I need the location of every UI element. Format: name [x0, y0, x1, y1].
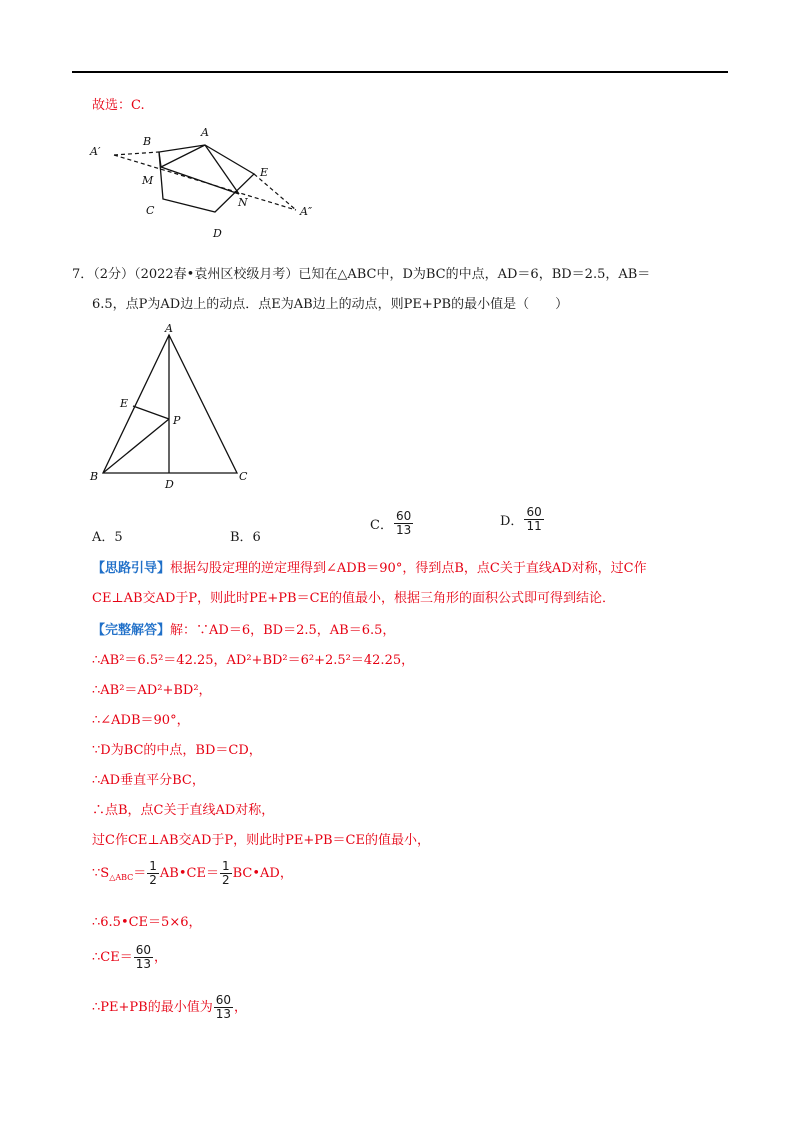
- area-expr-mid: AB•CE＝: [159, 866, 219, 881]
- hint-text-2: CE⊥AB交AD于P，则此时PE+PB＝CE的值最小，根据三角形的面积公式即可得到结论．: [92, 591, 616, 606]
- hint-text-1: 根据勾股定理的逆定理得到∠ADB＝90°，得到点B，点C关于直线AD对称，过C作: [170, 561, 647, 576]
- ce-denominator: 13: [135, 957, 151, 971]
- option-d-fraction: [524, 506, 543, 533]
- ce-prefix: ∴CE＝: [92, 950, 133, 965]
- half-numerator-1: 1: [149, 859, 157, 873]
- ce-end: ，: [154, 950, 168, 965]
- option-d-denominator: 11: [526, 519, 542, 533]
- question-text-2: 6.5，点P为AD边上的动点．点E为AB边上的动点，则PE+PB的最小值是（ ）: [92, 297, 569, 312]
- half-numerator-2: 1: [221, 859, 230, 873]
- min-denominator: 13: [215, 1007, 231, 1021]
- dashed-e-adprime: [254, 174, 296, 210]
- solution-step-3: ∴AB²＝AD²+BD²，: [92, 683, 212, 698]
- option-d-prefix: D．: [500, 514, 524, 529]
- min-numerator: 60: [215, 993, 231, 1007]
- option-c-prefix: C．: [370, 518, 393, 533]
- solution-step-6: ∴AD垂直平分BC，: [92, 773, 205, 788]
- segment-mn: [161, 167, 239, 194]
- option-c-numerator: 60: [395, 509, 412, 523]
- header-rule: [72, 71, 728, 73]
- min-end: ，: [233, 1000, 247, 1015]
- figure-triangle-abc: [86, 322, 256, 492]
- ce-numerator: 60: [135, 943, 151, 957]
- solution-step-5: ∵D为BC的中点，BD＝CD，: [92, 743, 262, 758]
- solution-step-11: [92, 944, 167, 971]
- half-denominator-2: 2: [221, 873, 230, 887]
- ce-fraction: [134, 944, 153, 971]
- segment-bp: [103, 419, 169, 473]
- question-number: 7．: [72, 267, 94, 282]
- option-c: [370, 510, 414, 537]
- question-source: （2022春•袁州区校级月考）: [134, 267, 299, 282]
- option-d-numerator: 60: [526, 505, 542, 519]
- solution-step-2: ∴AB²＝6.5²＝42.25，AD²+BD²＝6²+2.5²＝42.25，: [92, 653, 415, 668]
- question-text-1: 已知在△ABC中，D为BC的中点，AD＝6，BD＝2.5，AB＝: [298, 267, 651, 282]
- option-c-denominator: 13: [395, 523, 412, 537]
- question-score: （2分）: [93, 267, 135, 282]
- equals-sign: ＝: [133, 866, 147, 881]
- min-prefix: ∴PE+PB的最小值为: [92, 1000, 213, 1015]
- previous-answer: 故选：C.: [92, 98, 145, 113]
- option-a: A．5: [92, 530, 123, 545]
- fig2-label-c: C: [239, 470, 248, 483]
- solution-step-8: 过C作CE⊥AB交AD于P，则此时PE+PB＝CE的值最小，: [92, 833, 430, 848]
- label-b: B: [143, 135, 152, 148]
- solution-line-1: [92, 622, 395, 640]
- half-fraction-1: [147, 860, 159, 887]
- solution-step-12: [92, 994, 247, 1021]
- fig2-label-a: A: [165, 322, 173, 335]
- question-line-1: [72, 266, 650, 284]
- fig2-label-p: P: [173, 414, 181, 427]
- label-d: D: [213, 227, 222, 240]
- half-denominator-1: 2: [149, 873, 157, 887]
- segment-an: [205, 145, 239, 194]
- figure-pentagon-reflection: [88, 124, 328, 244]
- option-d: [500, 506, 545, 533]
- fig2-label-e: E: [120, 397, 129, 410]
- option-c-fraction: [394, 510, 413, 537]
- label-n: N: [238, 196, 248, 209]
- label-a-prime: A′: [90, 145, 101, 158]
- solution-step-9: [92, 860, 293, 887]
- solution-step-1: 解：∵AD＝6，BD＝2.5，AB＝6.5，: [170, 623, 396, 638]
- area-symbol: ∵S: [92, 866, 110, 881]
- dashed-aprime-b: [114, 152, 159, 155]
- label-a-double-prime: A″: [300, 205, 313, 218]
- solution-step-4: ∴∠ADB＝90°，: [92, 713, 190, 728]
- fig2-label-b: B: [90, 470, 99, 483]
- segment-ep: [133, 406, 169, 419]
- fig2-label-d: D: [165, 478, 174, 491]
- half-fraction-2: [220, 860, 232, 887]
- min-fraction: [214, 994, 233, 1021]
- hint-line-1: [92, 560, 647, 578]
- solution-step-7: ∴点B，点C关于直线AD对称，: [92, 803, 275, 818]
- hint-tag: 【思路引导】: [92, 561, 171, 576]
- area-expr-end: BC•AD，: [232, 866, 293, 881]
- label-m: M: [142, 174, 154, 187]
- solution-tag: 【完整解答】: [92, 623, 171, 638]
- option-b: B．6: [230, 530, 261, 545]
- label-e: E: [260, 166, 269, 179]
- label-c: C: [146, 204, 155, 217]
- label-a: A: [201, 126, 209, 139]
- area-subscript: △ABC: [109, 873, 134, 882]
- solution-step-10: ∴6.5•CE＝5×6，: [92, 915, 202, 930]
